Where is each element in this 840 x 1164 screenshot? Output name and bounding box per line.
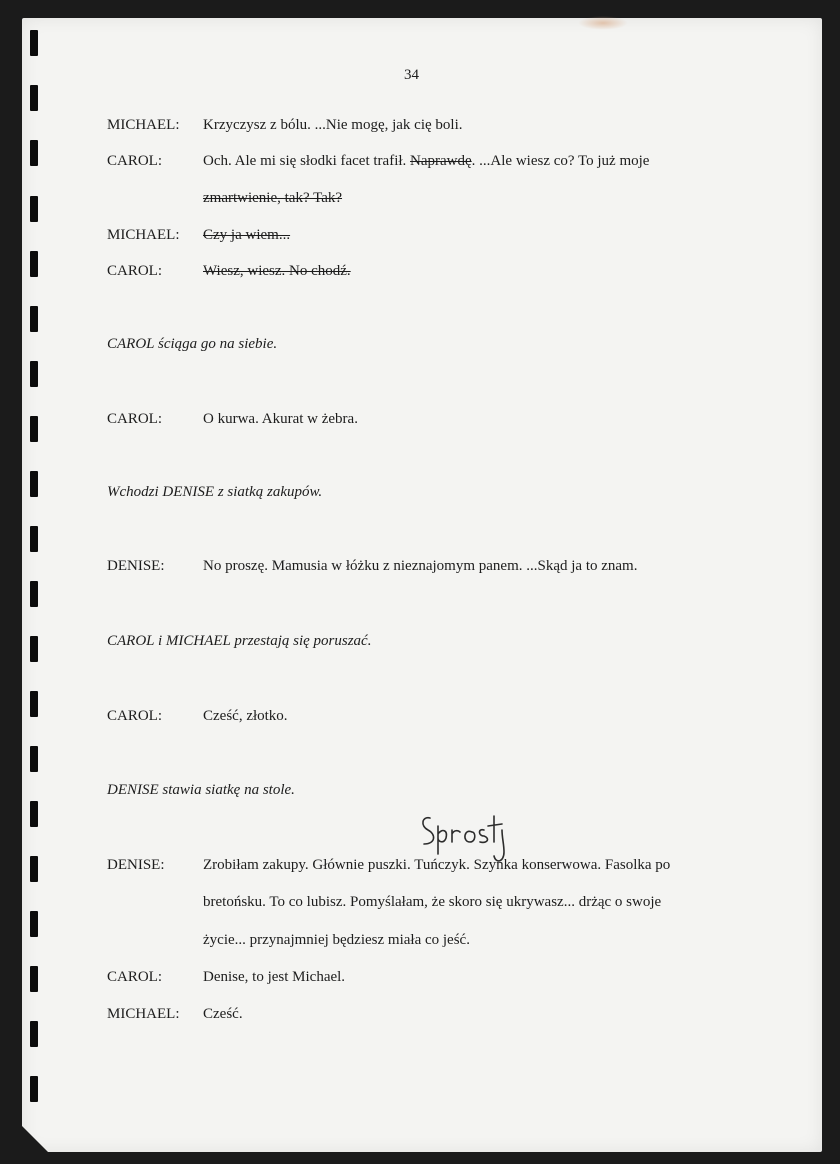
speaker-label: CAROL: [107,411,163,427]
binding-hole [30,746,38,772]
dialogue-continuation: życie... przynajmniej będziesz miała co jeść. [203,932,470,948]
binding-hole [30,1021,38,1047]
binding-hole [30,251,38,277]
binding-hole [30,581,38,607]
dialogue-line [203,152,649,170]
dialogue-fragment: . ...Ale wiesz co? To już moje [471,153,650,169]
speaker-label: CAROL: [107,153,163,169]
binding-hole [30,196,38,222]
speaker-label: MICHAEL: [107,227,180,243]
binding-hole [30,361,38,387]
stage-direction: CAROL ściąga go na siebie. [107,336,278,352]
torn-corner [22,1126,48,1152]
dialogue-fragment: Och. Ale mi się słodki facet trafił. [203,153,411,169]
speaker-label: MICHAEL: [107,1006,180,1022]
binding-hole [30,140,38,166]
dialogue-continuation: bretońsku. To co lubisz. Pomyślałam, że skoro się ukrywasz... drżąc o swoje [203,894,662,910]
binding-hole [30,85,38,111]
binding-hole [30,526,38,552]
speaker-label: CAROL: [107,708,163,724]
speaker-label: CAROL: [107,969,163,985]
binding-hole [30,801,38,827]
dialogue-line: O kurwa. Akurat w żebra. [203,411,358,427]
binding-hole [30,1076,38,1102]
dialogue-line-struck: Wiesz, wiesz. No chodź. [203,263,351,279]
speaker-label: CAROL: [107,263,163,279]
speaker-label: DENISE: [107,857,165,873]
struck-word: Naprawdę [410,153,472,169]
binding-hole [30,636,38,662]
stage-direction: DENISE stawia siatkę na stole. [107,782,295,798]
dialogue-line: Cześć. [203,1006,243,1022]
dialogue-line: Denise, to jest Michael. [203,969,346,985]
binding-hole [30,306,38,332]
dialogue-line: Cześć, złotko. [203,708,288,724]
speaker-label: DENISE: [107,558,165,574]
binding-hole [30,471,38,497]
dialogue-line: Zrobiłam zakupy. Głównie puszki. Tuńczyk. Szynka konserwowa. Fasolka po [203,857,671,873]
binding-hole [30,416,38,442]
dialogue-line: Krzyczysz z bólu. ...Nie mogę, jak cię boli. [203,117,463,133]
binding-hole [30,856,38,882]
speaker-label: MICHAEL: [107,117,180,133]
binding-hole [30,966,38,992]
binding-hole [30,30,38,56]
dialogue-continuation-struck: zmartwienie, tak? Tak? [203,190,343,206]
stage-direction: Wchodzi DENISE z siatką zakupów. [107,484,323,500]
binding-hole [30,911,38,937]
paper-stain [578,16,628,30]
binding-hole [30,691,38,717]
dialogue-line-struck: Czy ja wiem... [203,227,291,243]
stage-direction: CAROL i MICHAEL przestają się poruszać. [107,633,372,649]
page-number: 34 [404,67,419,83]
dialogue-line: No proszę. Mamusia w łóżku z nieznajomym panem. ...Skąd ja to znam. [203,558,638,574]
